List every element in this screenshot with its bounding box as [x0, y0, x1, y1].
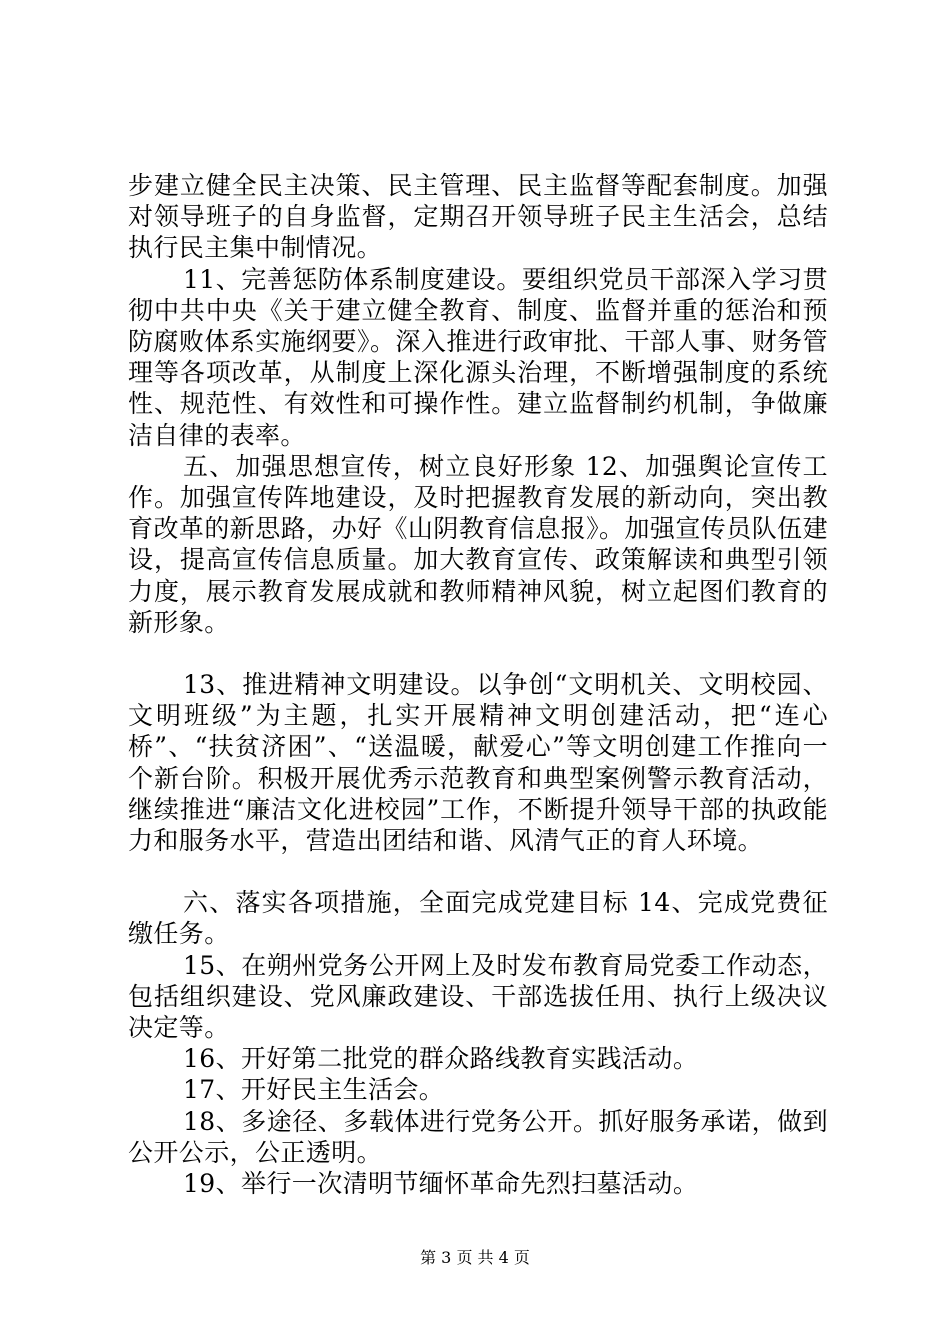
paragraph-section-5: 五、加强思想宣传，树立良好形象 12、加强舆论宣传工作。加强宣传阵地建设，及时把握教育发展的新动向，突出教育改革的新思路，办好《山阴教育信息报》。加强宣传员队伍建设，提高宣传信息质量。加大教育宣传、政策解读和典型引领力度，展示教育发展成就和教师精神风貌，树立起图们教育的新形象。 — [128, 451, 828, 637]
document-body — [128, 170, 828, 1199]
paragraph-gap — [128, 638, 828, 669]
paragraph-item-15: 15、在朔州党务公开网上及时发布教育局党委工作动态，包括组织建设、党风廉政建设、干部选拔任用、执行上级决议决定等。 — [128, 950, 828, 1043]
paragraph-section-6: 六、落实各项措施，全面完成党建目标 14、完成党费征缴任务。 — [128, 888, 828, 949]
paragraph-gap — [128, 856, 828, 887]
paragraph-item-19: 19、举行一次清明节缅怀革命先烈扫墓活动。 — [183, 1169, 699, 1199]
paragraph-item-18: 18、多途径、多载体进行党务公开。抓好服务承诺，做到公开公示，公正透明。 — [128, 1106, 828, 1167]
paragraph-continuation: 步建立健全民主决策、民主管理、民主监督等配套制度。加强对领导班子的自身监督，定期召开领导班子民主生活会，总结执行民主集中制情况。 — [128, 171, 828, 263]
paragraph-item-17: 17、开好民主生活会。 — [183, 1075, 445, 1105]
page-number-footer: 第 3 页 共 4 页 — [420, 1248, 530, 1267]
paragraph-item-11: 11、完善惩防体系制度建设。要组织党员干部深入学习贯彻中共中央《关于建立健全教育、制度、监督并重的惩治和预防腐败体系实施纲要》。深入推进行政审批、干部人事、财务管理等各项改革，从制度上深化源头治理，不断增强制度的系统性、规范性、有效性和可操作性。建立监督制约机制，争做廉洁自律的表率。 — [128, 264, 828, 450]
paragraph-item-16: 16、开好第二批党的群众路线教育实践活动。 — [183, 1044, 699, 1074]
paragraph-item-13: 13、推进精神文明建设。以争创“文明机关、文明校园、文明班级”为主题，扎实开展精神文明创建活动，把“连心桥”、“扶贫济困”、“送温暖，献爱心”等文明创建工作推向一个新台阶。积极开展优秀示范教育和典型案例警示教育活动，继续推进“廉洁文化进校园”工作，不断提升领导干部的执政能力和服务水平，营造出团结和谐、风清气正的育人环境。 — [128, 670, 828, 856]
